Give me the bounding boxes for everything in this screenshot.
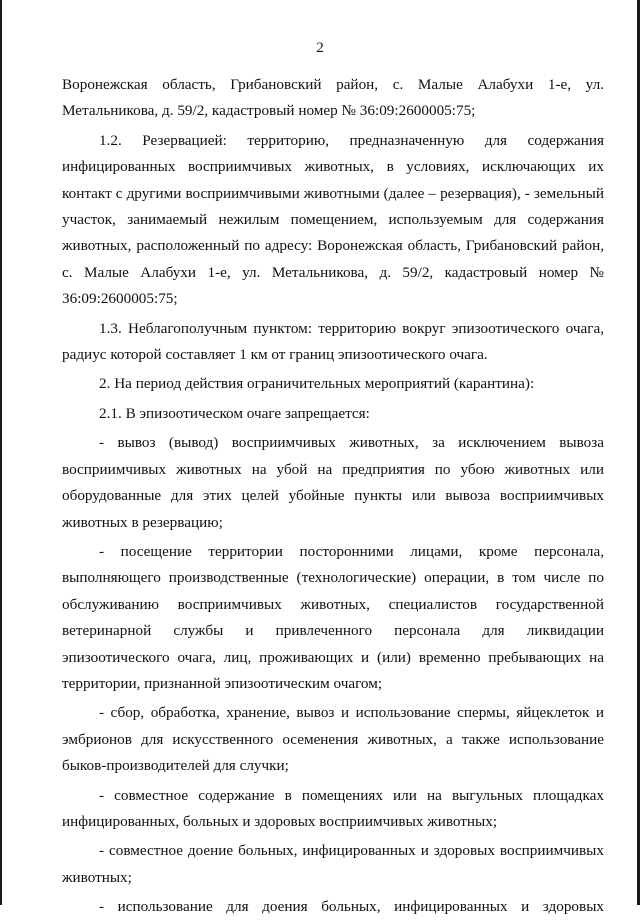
list-item-joint-keeping: - совместное содержание в помещениях или на выгульных площадках инфицированных, больных и здоровых восприимчивых животных; (62, 786, 604, 830)
paragraph-2-1-prohibitions: 2.1. В эпизоотическом очаге запрещается: (99, 404, 370, 422)
list-item-milking-equipment: - использование для доения больных, инфицированных и здоровых (99, 898, 604, 916)
list-item-joint-milking: - совместное доение больных, инфицированных и здоровых восприимчивых животных; (62, 842, 604, 886)
paragraph-1-2-reservation: 1.2. Резервацией: территорию, предназначенную для содержания инфицированных восприимчивых животных, в условиях, исключающих их контакт с другими восприимчивыми животными (далее – резервация), - земельный участок, занимаемый нежилым помещением, используемым для содержания животных, расположенный по адресу: Воронежская область, Грибановский район, с. Малые Алабухи 1-е, ул. Метальникова, д. 59/2, кадастровый номер № 36:09:2600005:75; (62, 131, 604, 308)
scan-edge-left (0, 0, 2, 905)
document-body (62, 72, 604, 924)
page-number: 2 (316, 39, 324, 56)
list-item-visitors: - посещение территории посторонними лицами, кроме персонала, выполняющего производственные (технологические) операции, в том числе по обслуживанию восприимчивых животных, специалистов государственной ветеринарной службы и привлеченного персонала для ликвидации эпизоотического очага, лиц, проживающих и (или) временно пребывающих на территории, признанной эпизоотическим очагом; (62, 542, 604, 692)
list-item-sperm-embryos: - сбор, обработка, хранение, вывоз и использование спермы, яйцеклеток и эмбрионов для искусственного осеменения животных, а также использование быков-производителей для случки; (62, 704, 604, 775)
list-item-animal-export: - вывоз (вывод) восприимчивых животных, за исключением вывоза восприимчивых животных на убой на предприятия по убою животных или оборудованные для этих целей убойные пункты или вывоза восприимчивых животных в резервацию; (62, 434, 604, 531)
paragraph-1-3-unsafe-point: 1.3. Неблагополучным пунктом: территорию вокруг эпизоотического очага, радиус которой составляет 1 км от границ эпизоотического очага. (62, 319, 604, 364)
paragraph-2-quarantine-period: 2. На период действия ограничительных мероприятий (карантина): (99, 375, 535, 393)
paragraph-address-continuation: Воронежская область, Грибановский район, с. Малые Алабухи 1-е, ул. Метальникова, д. 59/2, кадастровый номер № 36:09:2600005:75; (62, 76, 604, 120)
